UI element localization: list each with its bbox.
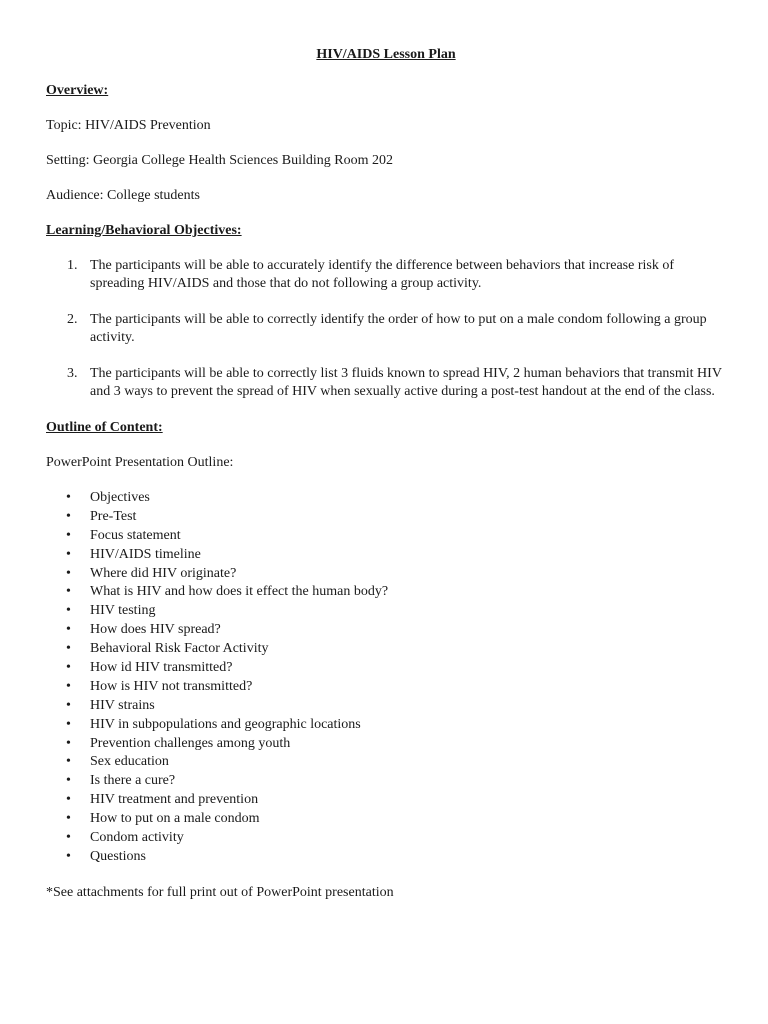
outline-item [46,829,726,848]
bullet-icon: • [66,641,71,657]
outline-item [46,735,726,754]
outline-item-text: How does HIV spread? [90,622,221,638]
objective-text: The participants will be able to correctly list 3 fluids known to spread HIV, 2 human behaviors that transmit HIV and 3 ways to prevent the spread of HIV when sexually active during a post-test handout at the end of the class. [90,366,722,399]
objective-item [46,311,726,347]
outline-item [46,508,726,527]
outline-item-text: How id HIV transmitted? [90,660,233,676]
outline-item [46,583,726,602]
outline-item [46,565,726,584]
objectives-list [46,257,726,401]
outline-item-text: HIV treatment and prevention [90,792,259,808]
outline-item-text: HIV in subpopulations and geographic locations [90,716,361,732]
overview-heading: Overview: [46,83,109,98]
bullet-icon: • [66,754,71,770]
outline-item [46,621,726,640]
objective-text: The participants will be able to accurately identify the difference between behaviors that increase risk of spreading HIV/AIDS and those that do not following a group activity. [90,258,674,291]
outline-item-text: Focus statement [90,527,181,543]
outline-item [46,810,726,829]
bullet-icon: • [66,697,71,713]
bullet-icon: • [66,508,71,524]
bullet-icon: • [66,830,71,846]
outline-list [46,489,726,867]
document-title: HIV/AIDS Lesson Plan [316,47,456,62]
outline-item-text: Pre-Test [90,508,137,524]
attachments-footnote: *See attachments for full print out of PowerPoint presentation [46,884,394,900]
outline-item [46,791,726,810]
bullet-icon: • [66,546,71,562]
objective-number: 1. [67,258,78,273]
outline-item [46,697,726,716]
outline-item [46,753,726,772]
objective-text: The participants will be able to correctly identify the order of how to put on a male condom following a group activity. [90,312,707,345]
outline-item-text: HIV strains [90,697,155,713]
outline-item-text: What is HIV and how does it effect the human body? [90,584,389,600]
bullet-icon: • [66,490,71,505]
bullet-icon: • [66,565,71,581]
outline-item [46,489,726,508]
bullet-icon: • [66,792,71,808]
outline-intro: PowerPoint Presentation Outline: [46,455,234,470]
outline-item [46,546,726,565]
outline-item [46,678,726,697]
outline-item [46,527,726,546]
outline-item-text: How to put on a male condom [90,811,260,827]
topic-line: Topic: HIV/AIDS Prevention [46,118,211,133]
objective-number: 3. [67,366,78,381]
outline-item [46,602,726,621]
outline-item-text: How is HIV not transmitted? [90,678,253,694]
outline-item [46,772,726,791]
outline-item-text: Sex education [90,754,169,770]
bullet-icon: • [66,603,71,619]
outline-item-text: Where did HIV originate? [90,565,237,581]
outline-item [46,716,726,735]
bullet-icon: • [66,773,71,789]
setting-line: Setting: Georgia College Health Sciences Building Room 202 [46,153,393,168]
outline-item-text: HIV testing [90,603,156,619]
objective-number: 2. [67,312,78,327]
bullet-icon: • [66,678,71,694]
outline-heading: Outline of Content: [46,420,163,435]
bullet-icon: • [66,848,71,864]
bullet-icon: • [66,735,71,751]
bullet-icon: • [66,660,71,676]
outline-item [46,640,726,659]
outline-item-text: Questions [90,848,146,864]
document-page [46,46,726,919]
bullet-icon: • [66,527,71,543]
bullet-icon: • [66,622,71,638]
outline-item [46,659,726,678]
outline-item-text: Is there a cure? [90,773,176,789]
audience-line: Audience: College students [46,188,200,203]
outline-item-text: Behavioral Risk Factor Activity [90,641,269,657]
outline-item-text: Prevention challenges among youth [90,735,291,751]
bullet-icon: • [66,584,71,600]
objectives-heading: Learning/Behavioral Objectives: [46,223,242,238]
objective-item [46,257,726,293]
bullet-icon: • [66,811,71,827]
outline-item-text: Condom activity [90,830,184,846]
outline-item-text: HIV/AIDS timeline [90,546,201,562]
objective-item [46,365,726,401]
bullet-icon: • [66,716,71,732]
outline-item-text: Objectives [90,490,150,505]
outline-item [46,848,726,867]
